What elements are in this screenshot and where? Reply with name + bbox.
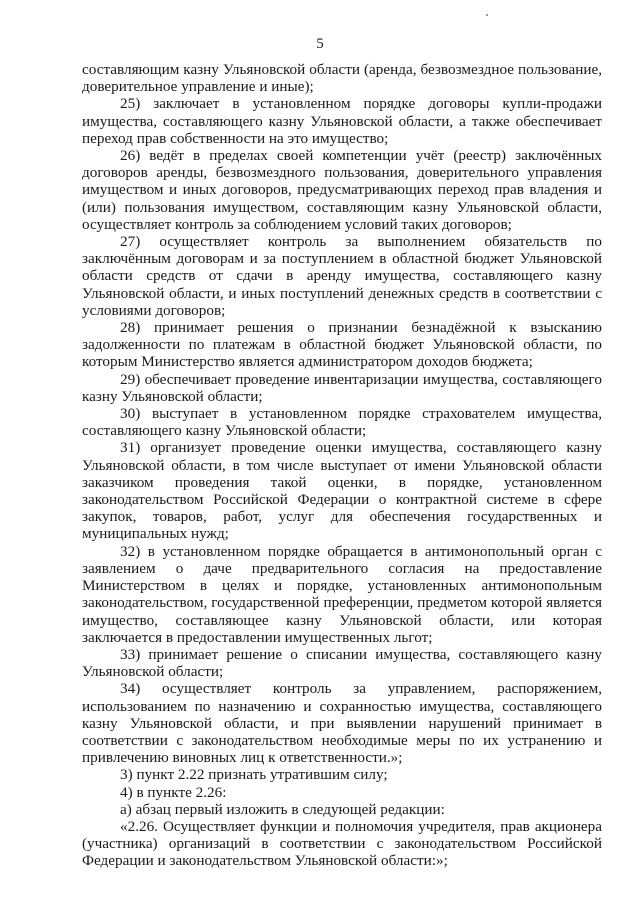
paragraph-quoted-2-26: «2.26. Осуществляет функции и полномочия учредителя, прав акционера (участника) организаций в соответствии с законодательством Российской Федерации и законодательством Ульяновской области:»; <box>82 817 602 870</box>
paragraph-item-29: 29) обеспечивает проведение инвентаризации имущества, составляющего казну Ульяновской области; <box>82 370 602 405</box>
paragraph-item-30: 30) выступает в установленном порядке страхователем имущества, составляющего казну Ульяновской области; <box>82 405 602 440</box>
document-body <box>82 61 602 870</box>
paragraph-continuation: составляющим казну Ульяновской области (аренда, безвозмездное пользование, доверительное управление и иные); <box>82 61 602 96</box>
paragraph-item-32: 32) в установленном порядке обращается в антимонопольный орган с заявлением о даче предварительного согласия на предоставление Министерством в целях и порядке, установленных антимонопольным законодательством, государственной преференции, предметом которой является имущество, составляющее казну Ульяновской области, или которая заключается в предоставлении имущественных льгот; <box>82 542 602 646</box>
paragraph-item-28: 28) принимает решения о признании безнадёжной к взысканию задолженности по платежам в областной бюджет Ульяновской области, по которым Министерство является администратором доходов бюджета; <box>82 319 602 371</box>
paragraph-point-3: 3) пункт 2.22 признать утратившим силу; <box>120 766 388 784</box>
paragraph-item-34: 34) осуществляет контроль за управлением, распоряжением, использованием по назначению и сохранностью имущества, составляющего казну Ульяновской области, и при выявлении нарушений принимает в соответствии с законодательством необходимые меры по их устранению и привлечению виновных лиц к ответственности.»; <box>82 680 602 767</box>
page-number: 5 <box>316 36 324 52</box>
paragraph-subpoint-a: а) абзац первый изложить в следующей редакции: <box>120 800 445 818</box>
paragraph-item-27: 27) осуществляет контроль за выполнением обязательств по заключённым договорам и за поступлением в областной бюджет Ульяновской области средств от сдачи в аренду имущества, составляющего казну Ульяновской области, и иных поступлений денежных средств в соответствии с условиями договоров; <box>82 233 602 319</box>
paragraph-item-26: 26) ведёт в пределах своей компетенции учёт (реестр) заключённых договоров аренды, безвозмездного пользования, доверительного управления имуществом и иных договоров, предусматривающих переход прав владения и (или) пользования имуществом, составляющим казну Ульяновской области, осуществляет контроль за соблюдением условий таких договоров; <box>82 147 602 233</box>
paragraph-item-25: 25) заключает в установленном порядке договоры купли-продажи имущества, составляющего казну Ульяновской области, а также обеспечивает переход прав собственности на это имущество; <box>82 95 602 147</box>
scan-speck <box>486 14 488 16</box>
paragraph-item-31: 31) организует проведение оценки имущества, составляющего казну Ульяновской области, в том числе выступает от имени Ульяновской области заказчиком проведения такой оценки, в порядке, установленном законодательством Российской Федерации о контрактной системе в сфере закупок, товаров, работ, услуг для обеспечения государственных и муниципальных нужд; <box>82 439 602 543</box>
paragraph-item-33: 33) принимает решение о списании имущества, составляющего казну Ульяновской области; <box>82 645 602 681</box>
paragraph-point-4: 4) в пункте 2.26: <box>120 783 227 801</box>
